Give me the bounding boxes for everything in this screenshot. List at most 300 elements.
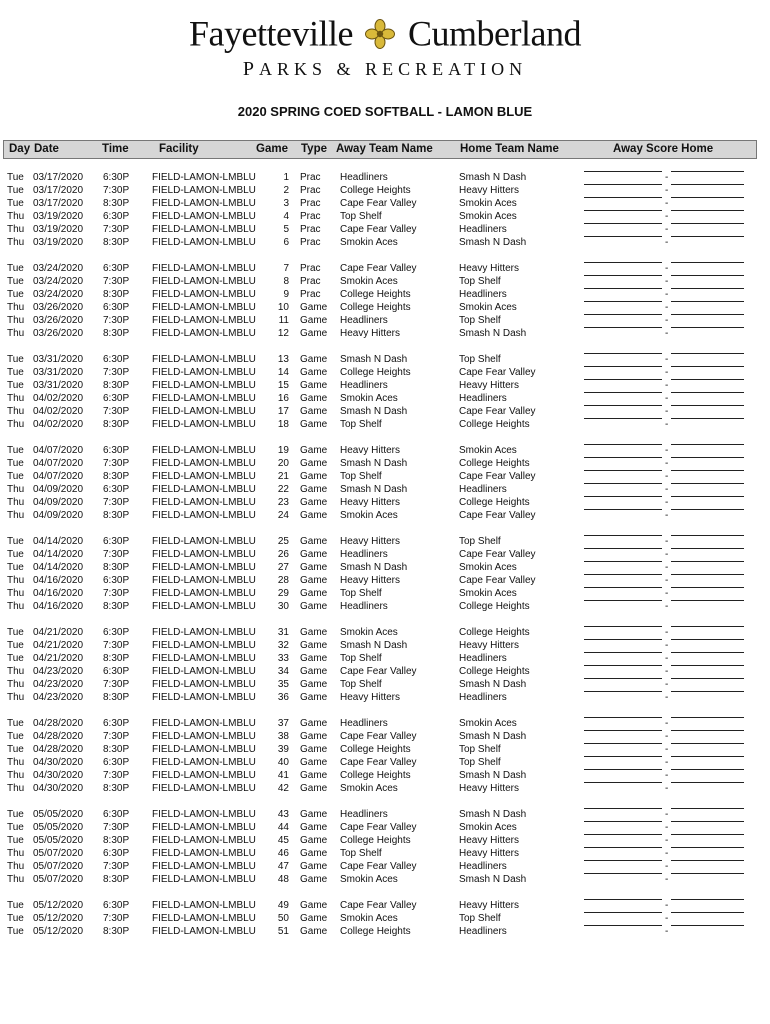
game-number-cell: 19 [277,445,289,456]
table-row [0,366,770,379]
time-cell: 6:30P [103,263,130,274]
time-cell: 6:30P [103,172,130,183]
table-row [0,327,770,340]
home-score-blank[interactable] [671,457,744,458]
time-cell: 6:30P [103,757,130,768]
game-number-cell: 48 [277,874,289,885]
day-cell: Thu [7,588,25,599]
facility-cell: FIELD-LAMON-LMBLU [152,211,256,222]
home-team-cell: College Heights [459,666,530,677]
table-row [0,717,770,730]
away-score-blank[interactable] [584,821,662,822]
home-score-blank[interactable] [671,470,744,471]
home-team-cell: Top Shelf [459,913,501,924]
home-score-blank[interactable] [671,262,744,263]
away-score-blank[interactable] [584,535,662,536]
home-team-cell: Cape Fear Valley [459,510,536,521]
home-score-blank[interactable] [671,366,744,367]
time-cell: 8:30P [103,510,130,521]
day-cell: Thu [7,692,25,703]
time-cell: 6:30P [103,718,130,729]
home-score-blank[interactable] [671,353,744,354]
home-team-cell: Cape Fear Valley [459,367,536,378]
home-score-blank[interactable] [671,236,744,237]
away-score-blank[interactable] [584,769,662,770]
away-score-blank[interactable] [584,405,662,406]
score-separator: - [665,380,669,391]
game-number-cell: 31 [277,627,289,638]
home-team-cell: Smokin Aces [459,822,517,833]
table-row [0,925,770,938]
facility-cell: FIELD-LAMON-LMBLU [152,822,256,833]
game-number-cell: 36 [277,692,289,703]
home-score-blank[interactable] [671,834,744,835]
facility-cell: FIELD-LAMON-LMBLU [152,354,256,365]
score-separator: - [665,848,669,859]
away-team-cell: College Heights [340,744,411,755]
away-score-blank[interactable] [584,834,662,835]
away-score-blank[interactable] [584,210,662,211]
date-cell: 05/05/2020 [33,835,84,846]
type-cell: Prac [300,211,321,222]
table-row [0,288,770,301]
table-row [0,743,770,756]
type-cell: Prac [300,276,321,287]
date-cell: 03/31/2020 [33,367,84,378]
home-score-blank[interactable] [671,197,744,198]
time-cell: 8:30P [103,471,130,482]
day-cell: Thu [7,601,25,612]
score-separator: - [665,731,669,742]
game-number-cell: 11 [278,315,289,326]
game-number-cell: 22 [277,484,289,495]
home-score-blank[interactable] [671,548,744,549]
away-score-blank[interactable] [584,236,662,237]
score-separator: - [665,562,669,573]
day-cell: Tue [7,822,24,833]
home-score-blank[interactable] [671,535,744,536]
time-cell: 8:30P [103,601,130,612]
type-cell: Game [300,510,328,521]
type-cell: Prac [300,289,321,300]
home-score-blank[interactable] [671,600,744,601]
home-team-cell: Top Shelf [459,536,501,547]
facility-cell: FIELD-LAMON-LMBLU [152,224,256,235]
type-cell: Game [300,757,328,768]
away-score-blank[interactable] [584,379,662,380]
game-number-cell: 29 [277,588,289,599]
game-number-cell: 38 [277,731,289,742]
away-score-blank[interactable] [584,899,662,900]
away-score-blank[interactable] [584,171,662,172]
home-score-blank[interactable] [671,327,744,328]
game-number-cell: 1 [283,172,289,183]
home-score-blank[interactable] [671,405,744,406]
table-row [0,574,770,587]
away-score-blank[interactable] [584,197,662,198]
home-score-blank[interactable] [671,717,744,718]
table-row [0,678,770,691]
home-score-blank[interactable] [671,392,744,393]
time-cell: 6:30P [103,575,130,586]
score-separator: - [665,627,669,638]
type-cell: Game [300,328,328,339]
home-team-cell: Headliners [459,926,507,937]
score-separator: - [665,406,669,417]
away-team-cell: Cape Fear Valley [340,666,417,677]
away-team-cell: Smokin Aces [340,237,398,248]
date-cell: 03/24/2020 [33,289,84,300]
date-cell: 04/23/2020 [33,679,84,690]
home-score-blank[interactable] [671,847,744,848]
date-cell: 04/07/2020 [33,445,84,456]
date-cell: 04/30/2020 [33,783,84,794]
time-cell: 8:30P [103,198,130,209]
away-score-blank[interactable] [584,912,662,913]
facility-cell: FIELD-LAMON-LMBLU [152,562,256,573]
facility-cell: FIELD-LAMON-LMBLU [152,757,256,768]
table-row [0,236,770,249]
away-score-blank[interactable] [584,288,662,289]
score-separator: - [665,666,669,677]
day-cell: Thu [7,328,25,339]
away-team-cell: College Heights [340,835,411,846]
home-score-blank[interactable] [671,808,744,809]
date-cell: 04/02/2020 [33,406,84,417]
facility-cell: FIELD-LAMON-LMBLU [152,679,256,690]
day-cell: Tue [7,913,24,924]
score-separator: - [665,770,669,781]
home-score-blank[interactable] [671,678,744,679]
score-separator: - [665,575,669,586]
type-cell: Game [300,744,328,755]
away-score-blank[interactable] [584,444,662,445]
date-cell: 05/07/2020 [33,874,84,885]
game-number-cell: 41 [277,770,289,781]
away-score-blank[interactable] [584,587,662,588]
away-score-blank[interactable] [584,925,662,926]
facility-cell: FIELD-LAMON-LMBLU [152,861,256,872]
date-cell: 03/17/2020 [33,198,84,209]
date-cell: 03/26/2020 [33,315,84,326]
away-team-cell: Headliners [340,315,388,326]
away-score-blank[interactable] [584,496,662,497]
away-score-blank[interactable] [584,678,662,679]
time-cell: 8:30P [103,783,130,794]
away-score-blank[interactable] [584,756,662,757]
game-number-cell: 15 [277,380,289,391]
away-score-blank[interactable] [584,353,662,354]
home-score-blank[interactable] [671,821,744,822]
col-date: Date [34,143,59,155]
home-score-blank[interactable] [671,691,744,692]
home-score-blank[interactable] [671,184,744,185]
home-score-blank[interactable] [671,743,744,744]
away-score-blank[interactable] [584,366,662,367]
col-away-team: Away Team Name [336,143,433,155]
date-cell: 03/31/2020 [33,354,84,365]
score-separator: - [665,874,669,885]
score-separator: - [665,172,669,183]
home-score-blank[interactable] [671,223,744,224]
day-cell: Tue [7,835,24,846]
facility-cell: FIELD-LAMON-LMBLU [152,900,256,911]
time-cell: 8:30P [103,926,130,937]
table-row [0,353,770,366]
time-cell: 8:30P [103,419,130,430]
time-cell: 6:30P [103,354,130,365]
date-cell: 03/17/2020 [33,185,84,196]
time-cell: 8:30P [103,874,130,885]
type-cell: Game [300,666,328,677]
day-cell: Tue [7,172,24,183]
away-score-blank[interactable] [584,665,662,666]
type-cell: Game [300,783,328,794]
away-score-blank[interactable] [584,470,662,471]
time-cell: 7:30P [103,406,130,417]
home-team-cell: Cape Fear Valley [459,549,536,560]
home-score-blank[interactable] [671,275,744,276]
away-score-blank[interactable] [584,743,662,744]
away-team-cell: Smash N Dash [340,640,408,651]
away-score-blank[interactable] [584,418,662,419]
game-number-cell: 42 [277,783,289,794]
day-cell: Thu [7,783,25,794]
home-score-blank[interactable] [671,769,744,770]
home-team-cell: Cape Fear Valley [459,471,536,482]
home-score-blank[interactable] [671,314,744,315]
home-score-blank[interactable] [671,496,744,497]
score-separator: - [665,211,669,222]
home-team-cell: Headliners [459,692,507,703]
game-number-cell: 28 [277,575,289,586]
time-cell: 8:30P [103,744,130,755]
table-row [0,483,770,496]
away-team-cell: Top Shelf [340,679,382,690]
score-separator: - [665,601,669,612]
type-cell: Game [300,692,328,703]
away-score-blank[interactable] [584,223,662,224]
day-cell: Thu [7,406,25,417]
type-cell: Game [300,718,328,729]
away-score-blank[interactable] [584,626,662,627]
table-row [0,652,770,665]
date-cell: 04/16/2020 [33,575,84,586]
away-score-blank[interactable] [584,392,662,393]
day-cell: Thu [7,874,25,885]
home-score-blank[interactable] [671,626,744,627]
away-score-blank[interactable] [584,717,662,718]
home-team-cell: Smokin Aces [459,211,517,222]
day-cell: Tue [7,809,24,820]
table-row [0,587,770,600]
home-score-blank[interactable] [671,652,744,653]
date-cell: 04/09/2020 [33,497,84,508]
type-cell: Game [300,835,328,846]
facility-cell: FIELD-LAMON-LMBLU [152,588,256,599]
away-score-blank[interactable] [584,782,662,783]
home-score-blank[interactable] [671,665,744,666]
day-cell: Thu [7,211,25,222]
date-cell: 04/23/2020 [33,666,84,677]
away-score-blank[interactable] [584,262,662,263]
table-row [0,457,770,470]
away-score-blank[interactable] [584,561,662,562]
away-score-blank[interactable] [584,652,662,653]
away-score-blank[interactable] [584,275,662,276]
date-cell: 05/12/2020 [33,913,84,924]
home-score-blank[interactable] [671,873,744,874]
away-score-blank[interactable] [584,808,662,809]
home-score-blank[interactable] [671,730,744,731]
home-score-blank[interactable] [671,574,744,575]
home-score-blank[interactable] [671,171,744,172]
away-score-blank[interactable] [584,457,662,458]
home-score-blank[interactable] [671,483,744,484]
facility-cell: FIELD-LAMON-LMBLU [152,731,256,742]
table-row [0,808,770,821]
home-score-blank[interactable] [671,756,744,757]
away-score-blank[interactable] [584,600,662,601]
home-team-cell: Heavy Hitters [459,185,520,196]
time-cell: 6:30P [103,848,130,859]
away-score-blank[interactable] [584,847,662,848]
game-number-cell: 18 [277,419,289,430]
away-score-blank[interactable] [584,548,662,549]
home-score-blank[interactable] [671,860,744,861]
type-cell: Prac [300,172,321,183]
game-number-cell: 37 [277,718,289,729]
away-team-cell: Smokin Aces [340,510,398,521]
score-separator: - [665,679,669,690]
date-cell: 04/30/2020 [33,770,84,781]
home-score-blank[interactable] [671,301,744,302]
col-day: Day [9,143,31,155]
day-cell: Thu [7,497,25,508]
score-separator: - [665,224,669,235]
type-cell: Game [300,497,328,508]
home-score-blank[interactable] [671,639,744,640]
home-team-cell: Smash N Dash [459,679,527,690]
away-score-blank[interactable] [584,574,662,575]
home-score-blank[interactable] [671,925,744,926]
away-team-cell: Top Shelf [340,653,382,664]
facility-cell: FIELD-LAMON-LMBLU [152,497,256,508]
game-number-cell: 20 [277,458,289,469]
game-number-cell: 27 [277,562,289,573]
away-team-cell: Smash N Dash [340,406,408,417]
facility-cell: FIELD-LAMON-LMBLU [152,653,256,664]
date-cell: 04/28/2020 [33,744,84,755]
home-score-blank[interactable] [671,899,744,900]
game-number-cell: 46 [277,848,289,859]
table-row [0,314,770,327]
time-cell: 7:30P [103,731,130,742]
home-team-cell: Smokin Aces [459,562,517,573]
home-score-blank[interactable] [671,782,744,783]
home-score-blank[interactable] [671,444,744,445]
away-score-blank[interactable] [584,327,662,328]
type-cell: Game [300,848,328,859]
table-row [0,392,770,405]
away-score-blank[interactable] [584,509,662,510]
home-score-blank[interactable] [671,210,744,211]
home-team-cell: Top Shelf [459,354,501,365]
date-cell: 05/07/2020 [33,861,84,872]
score-separator: - [665,549,669,560]
game-number-cell: 24 [277,510,289,521]
date-cell: 04/02/2020 [33,393,84,404]
date-cell: 05/07/2020 [33,848,84,859]
home-score-blank[interactable] [671,561,744,562]
away-score-blank[interactable] [584,873,662,874]
home-score-blank[interactable] [671,912,744,913]
away-score-blank[interactable] [584,314,662,315]
away-team-cell: Top Shelf [340,588,382,599]
home-score-blank[interactable] [671,379,744,380]
home-team-cell: Smash N Dash [459,809,527,820]
date-cell: 03/19/2020 [33,211,84,222]
date-cell: 03/19/2020 [33,237,84,248]
away-score-blank[interactable] [584,691,662,692]
away-score-blank[interactable] [584,184,662,185]
game-number-cell: 10 [277,302,289,313]
day-cell: Thu [7,757,25,768]
away-team-cell: Headliners [340,172,388,183]
time-cell: 6:30P [103,900,130,911]
table-row [0,379,770,392]
time-cell: 7:30P [103,861,130,872]
away-score-blank[interactable] [584,639,662,640]
home-score-blank[interactable] [671,418,744,419]
type-cell: Game [300,770,328,781]
home-score-blank[interactable] [671,587,744,588]
score-separator: - [665,393,669,404]
away-team-cell: Smash N Dash [340,562,408,573]
day-cell: Tue [7,744,24,755]
day-cell: Tue [7,900,24,911]
home-score-blank[interactable] [671,509,744,510]
time-cell: 7:30P [103,185,130,196]
time-cell: 7:30P [103,770,130,781]
time-cell: 6:30P [103,211,130,222]
away-score-blank[interactable] [584,860,662,861]
score-separator: - [665,445,669,456]
time-cell: 6:30P [103,666,130,677]
game-number-cell: 26 [277,549,289,560]
away-team-cell: Heavy Hitters [340,692,401,703]
table-header [3,140,757,159]
home-team-cell: Top Shelf [459,315,501,326]
away-score-blank[interactable] [584,730,662,731]
time-cell: 8:30P [103,692,130,703]
score-separator: - [665,263,669,274]
away-team-cell: Smokin Aces [340,393,398,404]
date-cell: 04/09/2020 [33,510,84,521]
score-separator: - [665,289,669,300]
away-score-blank[interactable] [584,483,662,484]
away-team-cell: Smokin Aces [340,627,398,638]
facility-cell: FIELD-LAMON-LMBLU [152,510,256,521]
away-score-blank[interactable] [584,301,662,302]
home-team-cell: Cape Fear Valley [459,406,536,417]
home-score-blank[interactable] [671,288,744,289]
score-separator: - [665,484,669,495]
type-cell: Game [300,354,328,365]
type-cell: Game [300,913,328,924]
game-number-cell: 50 [277,913,289,924]
type-cell: Game [300,861,328,872]
